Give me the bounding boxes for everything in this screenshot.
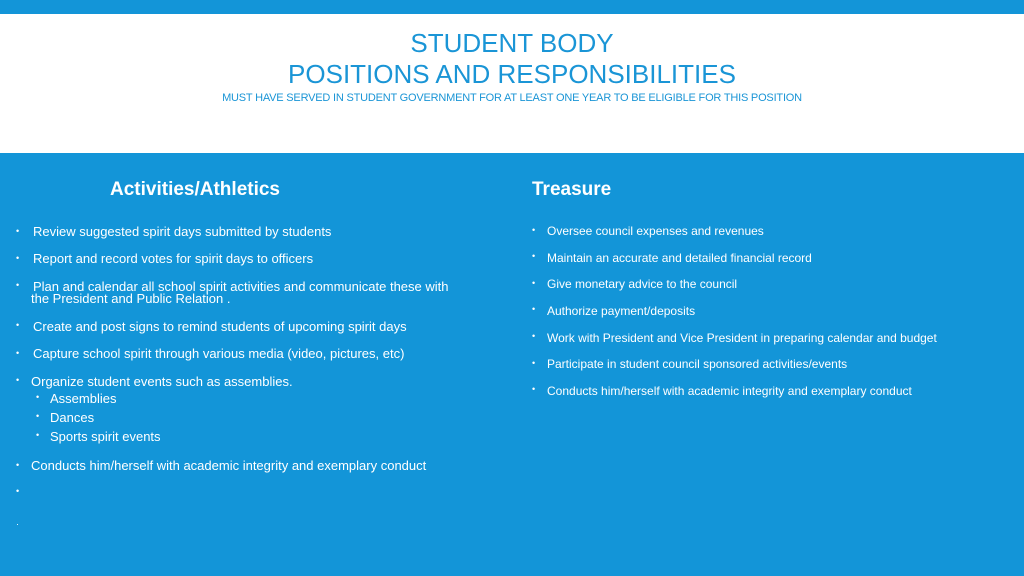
left-item-6: Organize student events such as assemblies. xyxy=(31,374,293,389)
right-item-3: Give monetary advice to the council xyxy=(547,277,738,291)
bullet-icon: • xyxy=(16,226,20,236)
right-item-7: Conducts him/herself with academic integrity and exemplary conduct xyxy=(547,384,912,398)
bullet-icon: • xyxy=(532,304,536,314)
sub-bullet-icon: • xyxy=(36,411,40,421)
bullet-icon: • xyxy=(16,375,20,385)
right-item-4: Authorize payment/deposits xyxy=(547,304,696,318)
bullet-icon: • xyxy=(532,384,536,394)
header xyxy=(0,14,1024,153)
bullet-icon: • xyxy=(16,253,20,263)
left-item-5: Capture school spirit through various media (video, pictures, etc) xyxy=(33,346,405,361)
left-item-3-continued: the President and Public Relation . xyxy=(31,291,231,306)
bullet-icon: • xyxy=(532,251,536,261)
sub-bullet-icon: • xyxy=(36,430,40,440)
bullet-icon: • xyxy=(532,225,536,235)
bullet-icon: • xyxy=(16,280,20,290)
left-item-1: Review suggested spirit days submitted by students xyxy=(33,224,332,239)
left-subitem-sports: Sports spirit events xyxy=(50,429,161,444)
sub-bullet-icon: • xyxy=(36,392,40,402)
left-column-heading: Activities/Athletics xyxy=(110,179,280,200)
page-title-line1: STUDENT BODY xyxy=(410,28,614,58)
left-item-2: Report and record votes for spirit days to officers xyxy=(33,251,314,266)
top-accent-bar xyxy=(0,0,1024,14)
bullet-icon: • xyxy=(532,278,536,288)
right-item-5: Work with President and Vice President in preparing calendar and budget xyxy=(547,331,937,345)
bullet-icon: • xyxy=(16,460,20,470)
bullet-icon: • xyxy=(16,348,20,358)
right-column-heading: Treasure xyxy=(532,179,612,200)
left-subitem-assemblies: Assemblies xyxy=(50,391,117,406)
left-item-3: Plan and calendar all school spirit activities and communicate these with xyxy=(33,279,449,294)
left-subitem-dances: Dances xyxy=(50,410,95,425)
right-item-1: Oversee council expenses and revenues xyxy=(547,224,764,238)
empty-bullet-icon: • xyxy=(16,486,20,496)
bullet-icon: • xyxy=(16,320,20,330)
right-item-6: Participate in student council sponsored activities/events xyxy=(547,357,848,371)
page-subtitle: MUST HAVE SERVED IN STUDENT GOVERNMENT FOR AT LEAST ONE YEAR TO BE ELIGIBLE FOR THIS POSITION xyxy=(222,92,802,104)
left-item-4: Create and post signs to remind students of upcoming spirit days xyxy=(33,319,407,334)
empty-bullet-icon: · xyxy=(16,519,19,529)
content-area xyxy=(0,153,1024,576)
page-title-line2: POSITIONS AND RESPONSIBILITIES xyxy=(288,59,736,89)
left-item-7: Conducts him/herself with academic integrity and exemplary conduct xyxy=(31,458,427,473)
right-item-2: Maintain an accurate and detailed financial record xyxy=(547,251,812,265)
bullet-icon: • xyxy=(532,358,536,368)
bullet-icon: • xyxy=(532,331,536,341)
